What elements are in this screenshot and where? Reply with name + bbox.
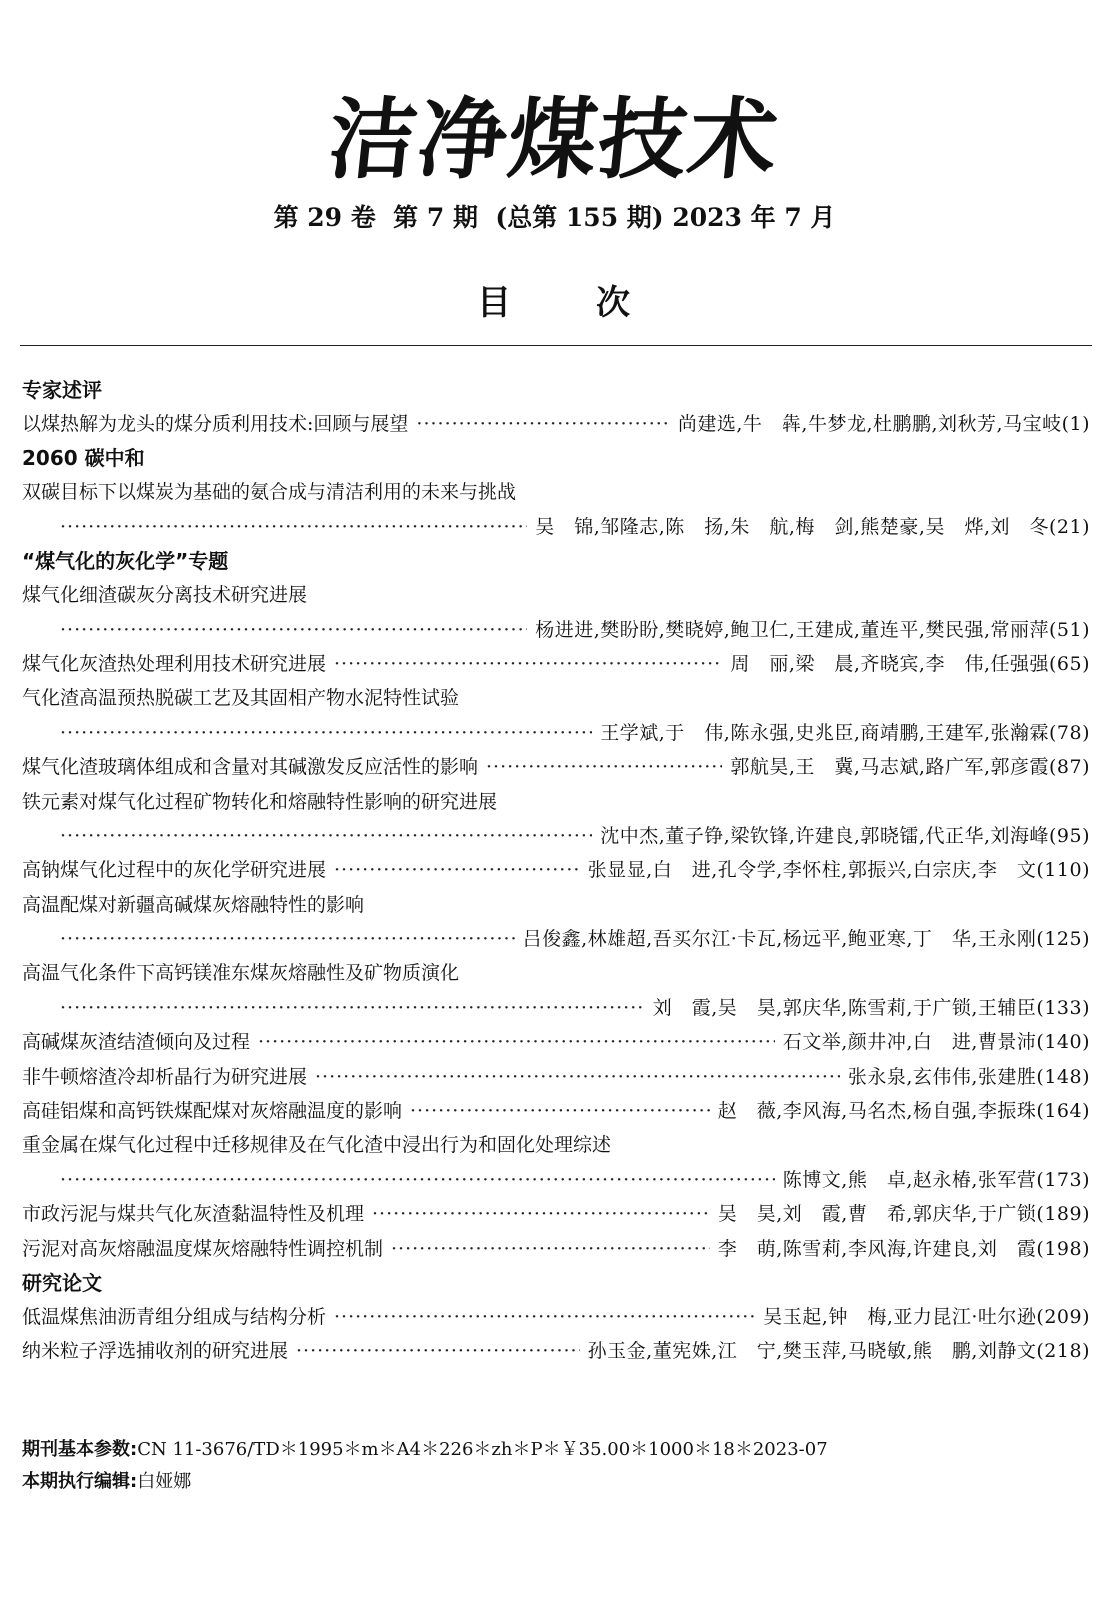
header-divider — [20, 345, 1092, 346]
article-authors: 陈博文,熊 卓,赵永椿,张军营(173) — [782, 1168, 1090, 1191]
article-title[interactable]: 煤气化细渣碳灰分离技术研究进展 — [22, 584, 308, 607]
section-heading: “煤气化的灰化学”专题 — [22, 549, 229, 574]
toc-entry-authors-line — [22, 716, 1090, 750]
article-title[interactable]: 双碳目标下以煤炭为基础的氨合成与清洁利用的未来与挑战 — [22, 481, 517, 504]
toc-entry[interactable] — [22, 1060, 1090, 1094]
article-authors: 刘 霞,吴 昊,郭庆华,陈雪莉,于广锁,王辅臣(133) — [652, 996, 1090, 1019]
toc-entry[interactable] — [22, 1025, 1090, 1059]
toc-entry[interactable] — [22, 1300, 1090, 1334]
toc-entry-authors-line — [22, 991, 1090, 1025]
leader-dots — [60, 613, 527, 647]
article-title[interactable]: 铁元素对煤气化过程矿物转化和熔融特性影响的研究进展 — [22, 790, 498, 813]
article-authors: 吴玉起,钟 梅,亚力昆江·吐尔逊(209) — [763, 1305, 1090, 1328]
article-title[interactable]: 重金属在煤气化过程中迁移规律及在气化渣中浸出行为和固化处理综述 — [22, 1134, 612, 1157]
article-authors: 吕俊鑫,林雄超,吾买尔江·卡瓦,杨远平,鲍亚寒,丁 华,王永刚(125) — [522, 928, 1090, 951]
toc-entry[interactable] — [22, 1334, 1090, 1368]
journal-footer — [22, 1434, 1090, 1498]
leader-dots — [391, 1232, 710, 1266]
article-title[interactable]: 煤气化渣玻璃体组成和含量对其碱激发反应活性的影响 — [22, 756, 479, 779]
article-title[interactable]: 市政污泥与煤共气化灰渣黏温特性及机理 — [22, 1203, 365, 1226]
leader-dots — [60, 991, 645, 1025]
article-authors: 张永泉,玄伟伟,张建胜(148) — [847, 1065, 1090, 1088]
leader-dots — [334, 647, 722, 681]
article-authors: 沈中杰,董子铮,梁钦锋,许建良,郭晓镭,代正华,刘海峰(95) — [600, 824, 1090, 847]
toc-entry[interactable] — [22, 1094, 1090, 1128]
params-label: 期刊基本参数: — [22, 1439, 138, 1460]
article-title[interactable]: 非牛顿熔渣冷却析晶行为研究进展 — [22, 1065, 308, 1088]
leader-dots — [60, 716, 592, 750]
article-authors: 杨进进,樊盼盼,樊晓婷,鲍卫仁,王建成,董连平,樊民强,常丽萍(51) — [535, 618, 1090, 641]
article-authors: 赵 薇,李风海,马名杰,杨自强,李振珠(164) — [717, 1100, 1090, 1123]
leader-dots — [60, 922, 515, 956]
leader-dots — [60, 819, 592, 853]
section-heading: 研究论文 — [22, 1270, 102, 1295]
toc-entry[interactable] — [22, 853, 1090, 887]
toc-heading: 目 次 — [476, 283, 633, 323]
leader-dots — [258, 1025, 775, 1059]
leader-dots — [334, 853, 580, 887]
article-authors: 孙玉金,董宪姝,江 宁,樊玉萍,马晓敏,熊 鹏,刘静文(218) — [587, 1340, 1090, 1363]
article-authors: 石文举,颜井冲,白 进,曹景沛(140) — [782, 1031, 1090, 1054]
article-title[interactable]: 高温气化条件下高钙镁准东煤灰熔融性及矿物质演化 — [22, 962, 460, 985]
article-title[interactable]: 煤气化灰渣热处理利用技术研究进展 — [22, 652, 327, 675]
leader-dots — [315, 1060, 840, 1094]
leader-dots — [416, 407, 669, 441]
article-title[interactable]: 以煤热解为龙头的煤分质利用技术:回顾与展望 — [22, 413, 409, 435]
article-authors: 王学斌,于 伟,陈永强,史兆臣,商靖鹏,王建军,张瀚霖(78) — [600, 721, 1090, 744]
article-title[interactable]: 气化渣高温预热脱碳工艺及其固相产物水泥特性试验 — [22, 687, 460, 710]
editor-value: 白娅娜 — [137, 1471, 192, 1492]
article-authors: 尚建选,牛 犇,牛梦龙,杜鹏鹏,刘秋芳,马宝岐(1) — [677, 413, 1090, 435]
leader-dots — [296, 1334, 580, 1368]
toc-entry[interactable] — [22, 1197, 1090, 1231]
article-title[interactable]: 低温煤焦油沥青组分组成与结构分析 — [22, 1305, 327, 1328]
toc-entry[interactable] — [22, 1232, 1090, 1266]
article-authors: 郭航昊,王 冀,马志斌,路广军,郭彦霞(87) — [730, 756, 1090, 779]
article-title[interactable]: 高碱煤灰渣结渣倾向及过程 — [22, 1031, 251, 1054]
leader-dots — [372, 1197, 710, 1231]
article-authors: 吴 昊,刘 霞,曹 希,郭庆华,于广锁(189) — [717, 1203, 1090, 1226]
leader-dots — [60, 1163, 775, 1197]
article-authors: 吴 锦,邹隆志,陈 扬,朱 航,梅 剑,熊楚豪,吴 烨,刘 冬(21) — [535, 515, 1090, 538]
article-title[interactable]: 高硅铝煤和高钙铁煤配煤对灰熔融温度的影响 — [22, 1100, 403, 1123]
leader-dots — [60, 510, 527, 544]
article-title[interactable]: 污泥对高灰熔融温度煤灰熔融特性调控机制 — [22, 1237, 384, 1260]
toc-entry-authors-line — [22, 922, 1090, 956]
toc-entry-authors-line — [22, 819, 1090, 853]
journal-parameters — [22, 1434, 1090, 1466]
params-value: CN 11-3676/TD＊1995＊m＊A4＊226＊zh＊P＊￥35.00＊1000＊18＊2023-07 — [137, 1439, 828, 1460]
article-title[interactable]: 高温配煤对新疆高碱煤灰熔融特性的影响 — [22, 893, 365, 916]
leader-dots — [410, 1094, 710, 1128]
leader-dots — [334, 1300, 755, 1334]
toc-entry-authors-line — [22, 1163, 1090, 1197]
toc-entry[interactable] — [22, 407, 1090, 441]
toc-entry[interactable] — [22, 750, 1090, 784]
article-authors: 李 萌,陈雪莉,李风海,许建良,刘 霞(198) — [717, 1237, 1090, 1260]
article-title[interactable]: 纳米粒子浮选捕收剂的研究进展 — [22, 1340, 289, 1363]
toc-entry-authors-line — [22, 613, 1090, 647]
article-title[interactable]: 高钠煤气化过程中的灰化学研究进展 — [22, 859, 327, 882]
leader-dots — [486, 750, 722, 784]
section-heading: 专家述评 — [22, 378, 102, 402]
toc-entry[interactable] — [22, 647, 1090, 681]
toc-entry-authors-line — [22, 510, 1090, 544]
journal-masthead: 洁净煤技术 — [323, 87, 785, 191]
article-authors: 张显显,白 进,孔令学,李怀柱,郭振兴,白宗庆,李 文(110) — [587, 859, 1090, 882]
section-heading: 2060 碳中和 — [22, 446, 145, 471]
executive-editor — [22, 1466, 1090, 1498]
table-of-contents — [22, 373, 1090, 1369]
article-authors: 周 丽,梁 晨,齐晓宾,李 伟,任强强(65) — [730, 652, 1090, 675]
issue-info: 第 29 卷 第 7 期 (总第 155 期) 2023 年 7 月 — [273, 203, 836, 232]
editor-label: 本期执行编辑: — [22, 1471, 138, 1492]
